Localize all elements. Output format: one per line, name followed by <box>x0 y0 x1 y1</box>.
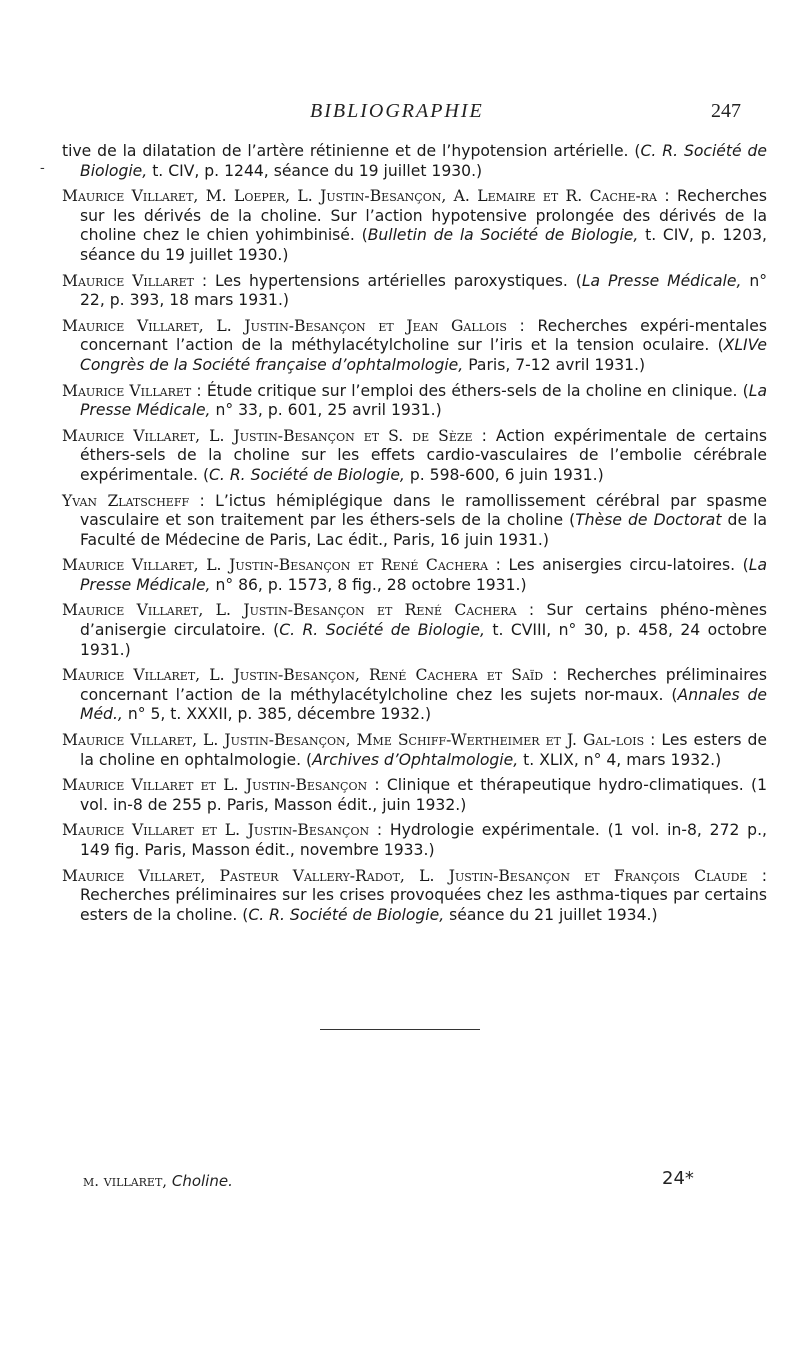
entry-authors: Maurice Villaret, L. Justin-Besançon et S. de Sèze <box>62 426 473 445</box>
entry-authors: Maurice Villaret, L. Justin-Besançon, René Cachera et Saïd <box>62 666 544 685</box>
running-header-title: BIBLIOGRAPHIE <box>310 100 484 122</box>
bibliography-entry: Maurice Villaret, L. Justin-Besançon et S. de Sèze : Action expérimentale de certains éthers-sels de la choline sur les effets cardio-vasculaires de l’embolie cérébrale expérimentale. (C. R. Société de Biologie, p. 598-600, 6 juin 1931.) <box>62 426 767 484</box>
end-rule <box>320 1029 480 1030</box>
entry-authors: Maurice Villaret, L. Justin-Besançon et Jean Gallois <box>62 316 507 335</box>
entry-authors: Maurice Villaret, L. Justin-Besançon et René Cachera <box>62 556 489 575</box>
bibliography-entry: Maurice Villaret, L. Justin-Besançon et René Cachera : Sur certains phéno-mènes d’anisergie circulatoire. (C. R. Société de Biologie, t. CVIII, n° 30, p. 458, 24 octobre 1931.) <box>62 601 768 659</box>
footer-author: m. villaret, <box>83 1172 168 1190</box>
footer-work: Choline. <box>171 1172 233 1190</box>
entry-authors: Maurice Villaret, M. Loeper, L. Justin-Besançon, A. Lemaire et R. Cache-ra <box>62 187 658 206</box>
bibliography-entry: Maurice Villaret, Pasteur Vallery-Radot, L. Justin-Besançon et François Claude : Recherches préliminaires sur les crises provoquées chez les asthma-tiques par certains esters de la choline. (C. R. Société de Biologie, séance du 21 juillet 1934.) <box>62 866 767 924</box>
entry-authors: Maurice Villaret <box>62 271 194 290</box>
bibliography-entry: Maurice Villaret, L. Justin-Besançon et Jean Gallois : Recherches expéri-mentales concernant l’action de la méthylacétylcholine sur l’iris et la tension oculaire. (XLIVe Congrès de la Société française d’ophtalmologie, Paris, 7-12 avril 1931.) <box>62 316 767 374</box>
entry-authors: Maurice Villaret, L. Justin-Besançon, Mme Schiff-Wertheimer et J. Gal-lois <box>62 731 645 750</box>
entry-authors: Maurice Villaret, Pasteur Vallery-Radot, L. Justin-Besançon et François Claude <box>62 866 748 885</box>
bibliography-entry: Maurice Villaret, L. Justin-Besançon, René Cachera et Saïd : Recherches préliminaires concernant l’action de la méthylacétylcholine chez les sujets nor-maux. (Annales de Méd., n° 5, t. XXXII, p. 385, décembre 1932.) <box>62 666 768 724</box>
bibliography-list <box>62 142 767 931</box>
bibliography-entry: Maurice Villaret, M. Loeper, L. Justin-Besançon, A. Lemaire et R. Cache-ra : Recherches sur les dérivés de la choline. Sur l’action hypotensive prolongée des dérivés de la choline chez le chien yohimbinisé. (Bulletin de la Société de Biologie, t. CIV, p. 1203, séance du 19 juillet 1930.) <box>62 187 768 264</box>
page-number: 247 <box>711 100 741 122</box>
bibliography-entry: tive de la dilatation de l’artère rétinienne et de l’hypotension artérielle. (C. R. Société de Biologie, t. CIV, p. 1244, séance du 19 juillet 1930.) <box>62 142 767 180</box>
entry-authors: Maurice Villaret <box>62 381 192 400</box>
bibliography-entry: Maurice Villaret et L. Justin-Besançon : Clinique et thérapeutique hydro-climatiques. (1 vol. in-8 de 255 p. Paris, Masson édit., juin 1932.) <box>62 776 768 814</box>
footer-signature <box>83 1172 233 1190</box>
bibliography-entry: Maurice Villaret : Étude critique sur l’emploi des éthers-sels de la choline en clinique. (La Presse Médicale, n° 33, p. 601, 25 avril 1931.) <box>62 381 767 420</box>
bibliography-entry: Yvan Zlatscheff : L’ictus hémiplégique dans le ramollissement cérébral par spasme vasculaire et son traitement par les éthers-sels de la choline (Thèse de Doctorat de la Faculté de Médecine de Paris, Lac édit., Paris, 16 juin 1931.) <box>62 491 768 549</box>
margin-mark: - <box>40 160 45 176</box>
entry-authors: Maurice Villaret, L. Justin-Besançon et René Cachera <box>62 601 517 620</box>
bibliography-entry: Maurice Villaret : Les hypertensions artérielles paroxystiques. (La Presse Médicale, n° 22, p. 393, 18 mars 1931.) <box>62 271 768 310</box>
entry-authors: Maurice Villaret et L. Justin-Besançon <box>62 821 370 840</box>
bibliography-entry: Maurice Villaret et L. Justin-Besançon : Hydrologie expérimentale. (1 vol. in-8, 272 p., 149 fig. Paris, Masson édit., novembre 1933.) <box>62 821 767 859</box>
bibliography-entry: Maurice Villaret, L. Justin-Besançon, Mme Schiff-Wertheimer et J. Gal-lois : Les esters de la choline en ophtalmologie. (Archives d’Ophtalmologie, t. XLIX, n° 4, mars 1932.) <box>62 731 767 769</box>
bibliography-entry: Maurice Villaret, L. Justin-Besançon et René Cachera : Les anisergies circu-latoires. (La Presse Médicale, n° 86, p. 1573, 8 fig., 28 octobre 1931.) <box>62 556 767 594</box>
entry-authors: Yvan Zlatscheff <box>62 491 190 510</box>
entry-authors: Maurice Villaret et L. Justin-Besançon <box>62 776 368 795</box>
signature-mark: 24* <box>662 1168 694 1189</box>
